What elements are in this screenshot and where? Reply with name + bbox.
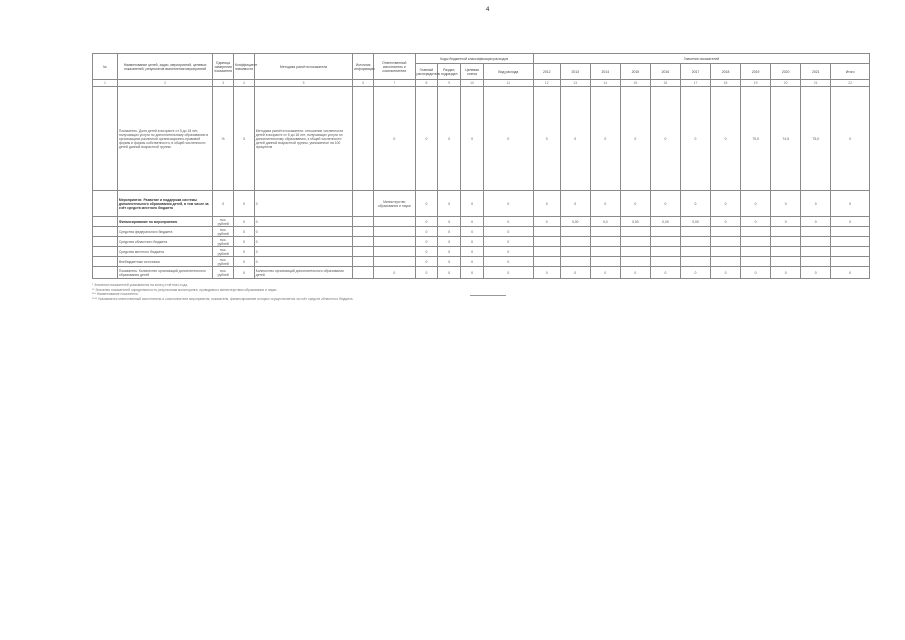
cell-value — [831, 247, 870, 257]
cell-method: 0 — [254, 191, 353, 217]
column-number: 8 — [415, 80, 438, 87]
header-responsible: Ответственный исполнитель и соисполнители — [374, 54, 415, 80]
cell-value — [771, 257, 801, 267]
cell-value — [711, 257, 741, 267]
cell-responsible: 0 — [374, 267, 415, 279]
footnote: * Значения показателей указываются на конец отчётного года. — [92, 283, 188, 287]
column-number: 14 — [590, 80, 620, 87]
cell-section: 0 — [438, 87, 461, 191]
column-number: 19 — [741, 80, 771, 87]
cell-value: 0 — [771, 217, 801, 227]
cell-section: 0 — [438, 257, 461, 267]
cell-value — [741, 227, 771, 237]
cell-source — [353, 87, 374, 191]
cell-responsible: Министерство образования и науки — [374, 191, 415, 217]
cell-unit: тыс. рублей — [213, 217, 234, 227]
header-year: 2013 — [560, 64, 590, 80]
cell-vr: 0 — [483, 217, 533, 227]
cell-csr: 0 — [461, 227, 484, 237]
cell-source — [353, 247, 374, 257]
cell-section: 0 — [438, 267, 461, 279]
column-number: 12 — [533, 80, 560, 87]
cell-value: 0 — [650, 267, 680, 279]
cell-section: 0 — [438, 227, 461, 237]
separator-line — [470, 295, 506, 296]
cell-value — [533, 237, 560, 247]
cell-no — [93, 227, 118, 237]
header-year: 2012 — [533, 64, 560, 80]
cell-name: Финансирование по мероприятию — [117, 217, 212, 227]
header-year: 2014 — [590, 64, 620, 80]
cell-value — [650, 257, 680, 267]
cell-section: 0 — [438, 191, 461, 217]
header-vr: Вид расхода — [483, 64, 533, 80]
cell-value — [801, 257, 831, 267]
table-row — [93, 217, 870, 227]
cell-section: 0 — [438, 237, 461, 247]
cell-value: 0 — [590, 191, 620, 217]
cell-value: 0 — [831, 191, 870, 217]
cell-value: 0 — [801, 217, 831, 227]
cell-value — [711, 247, 741, 257]
cell-method: 0 — [254, 227, 353, 237]
cell-grbs: 0 — [415, 227, 438, 237]
header-values: Значения показателей — [533, 54, 869, 64]
column-number: 6 — [353, 80, 374, 87]
cell-value: 0,00 — [680, 217, 710, 227]
cell-coef: 0 — [234, 257, 255, 267]
table-row — [93, 237, 870, 247]
column-number: 17 — [680, 80, 710, 87]
cell-no — [93, 237, 118, 247]
header-no: № — [93, 54, 118, 80]
cell-value — [650, 247, 680, 257]
table-row — [93, 227, 870, 237]
cell-unit: тыс. рублей — [213, 267, 234, 279]
cell-value — [741, 247, 771, 257]
column-number: 22 — [831, 80, 870, 87]
cell-csr: 0 — [461, 257, 484, 267]
cell-grbs: 0 — [415, 247, 438, 257]
column-number: 21 — [801, 80, 831, 87]
cell-csr: 0 — [461, 247, 484, 257]
header-year: 2018 — [711, 64, 741, 80]
header-unit: Единица измерения показателя — [213, 54, 234, 80]
cell-unit: тыс. рублей — [213, 227, 234, 237]
cell-csr: 0 — [461, 217, 484, 227]
column-number: 2 — [117, 80, 212, 87]
footnote: *** Наименование показателя. — [92, 292, 139, 297]
cell-value: 0 — [680, 267, 710, 279]
cell-name: Показатель. Количество организаций дополнительного образования детей — [117, 267, 212, 279]
cell-responsible — [374, 227, 415, 237]
header-year: 2020 — [771, 64, 801, 80]
cell-unit: тыс. рублей — [213, 237, 234, 247]
cell-value: 0 — [590, 267, 620, 279]
cell-value — [680, 257, 710, 267]
header-grbs: Главный распорядитель — [415, 64, 438, 80]
cell-value: 0 — [680, 191, 710, 217]
cell-coef: 0 — [234, 237, 255, 247]
table-row — [93, 257, 870, 267]
cell-name: Внебюджетные источники — [117, 257, 212, 267]
cell-name: Средства областного бюджета — [117, 237, 212, 247]
cell-no — [93, 257, 118, 267]
cell-value — [801, 247, 831, 257]
cell-grbs: 0 — [415, 237, 438, 247]
column-number: 1 — [93, 80, 118, 87]
cell-value: 0 — [711, 267, 741, 279]
cell-value — [801, 227, 831, 237]
cell-source — [353, 267, 374, 279]
cell-value — [590, 227, 620, 237]
cell-source — [353, 257, 374, 267]
cell-coef: 0 — [234, 247, 255, 257]
cell-coef: 0 — [234, 217, 255, 227]
cell-grbs: 0 — [415, 191, 438, 217]
header-year: 2015 — [620, 64, 650, 80]
cell-source — [353, 237, 374, 247]
table-row — [93, 267, 870, 279]
cell-csr: 0 — [461, 237, 484, 247]
cell-vr: 0 — [483, 191, 533, 217]
cell-no — [93, 191, 118, 217]
column-number: 5 — [254, 80, 353, 87]
cell-grbs: 0 — [415, 267, 438, 279]
header-year: 2016 — [650, 64, 680, 80]
footnote: ** Значения показателей определяются по результатам мониторинга, проводимого министерством образования и науки. — [92, 287, 278, 292]
cell-value: 0 — [741, 267, 771, 279]
cell-grbs: 0 — [415, 87, 438, 191]
cell-unit: % — [213, 87, 234, 191]
header-total: Итого — [831, 64, 870, 80]
cell-value: 0 — [680, 87, 710, 191]
cell-value — [741, 237, 771, 247]
cell-value: 0 — [650, 191, 680, 217]
cell-value: 0 — [831, 267, 870, 279]
cell-value — [771, 227, 801, 237]
header-year: 2017 — [680, 64, 710, 80]
column-number: 3 — [213, 80, 234, 87]
page-number: 4 — [486, 7, 490, 13]
cell-responsible — [374, 237, 415, 247]
cell-name: Средства местного бюджета — [117, 247, 212, 257]
cell-method: 0 — [254, 217, 353, 227]
cell-method: 0 — [254, 257, 353, 267]
cell-value — [741, 257, 771, 267]
cell-value — [831, 227, 870, 237]
cell-value — [801, 237, 831, 247]
cell-value: 0 — [711, 217, 741, 227]
cell-value: 0 — [560, 267, 590, 279]
cell-unit: тыс. рублей — [213, 257, 234, 267]
cell-value — [560, 227, 590, 237]
cell-unit: тыс. рублей — [213, 247, 234, 257]
cell-section: 0 — [438, 247, 461, 257]
cell-value: 0 — [533, 87, 560, 191]
cell-name: Мероприятие. Развитие и поддержка системы дополнительного образования детей, в том числе за счёт средств местного бюджета — [117, 191, 212, 217]
cell-vr: 0 — [483, 87, 533, 191]
cell-value — [771, 247, 801, 257]
cell-value — [590, 237, 620, 247]
cell-csr: 0 — [461, 267, 484, 279]
cell-value: 0 — [620, 267, 650, 279]
cell-value — [711, 227, 741, 237]
cell-csr: 0 — [461, 87, 484, 191]
cell-grbs: 0 — [415, 217, 438, 227]
header-year: 2019 — [741, 64, 771, 80]
cell-value — [680, 237, 710, 247]
cell-vr: 0 — [483, 237, 533, 247]
table-row — [93, 191, 870, 217]
cell-method: 0 — [254, 247, 353, 257]
cell-csr: 0 — [461, 191, 484, 217]
header-name: Наименование целей, задач, мероприятий, целевых показателей, результатов выполнения мероприятий — [117, 54, 212, 80]
footnotes — [92, 283, 862, 301]
cell-value: 0 — [590, 87, 620, 191]
cell-value: 0 — [560, 87, 590, 191]
cell-value — [831, 257, 870, 267]
header-coef: Коэффициент значимости — [234, 54, 255, 80]
cell-no — [93, 267, 118, 279]
cell-value: 70,0 — [741, 87, 771, 191]
cell-value: 0 — [533, 267, 560, 279]
cell-value: 0 — [711, 87, 741, 191]
cell-section: 0 — [438, 217, 461, 227]
cell-vr: 0 — [483, 257, 533, 267]
cell-value: 0 — [741, 217, 771, 227]
cell-grbs: 0 — [415, 257, 438, 267]
cell-responsible — [374, 257, 415, 267]
table-row — [93, 87, 870, 191]
cell-value: 0 — [533, 217, 560, 227]
cell-value: 0 — [831, 217, 870, 227]
cell-responsible: 0 — [374, 87, 415, 191]
cell-value: 0,00 — [560, 217, 590, 227]
cell-value — [650, 227, 680, 237]
cell-value: 0 — [771, 191, 801, 217]
cell-value: 0 — [560, 191, 590, 217]
column-number: 9 — [438, 80, 461, 87]
cell-value — [680, 247, 710, 257]
cell-unit: 0 — [213, 191, 234, 217]
cell-value: 0 — [533, 191, 560, 217]
column-number: 16 — [650, 80, 680, 87]
cell-method: 0 — [254, 237, 353, 247]
header-method: Методика расчёта показателя — [254, 54, 353, 80]
cell-value — [533, 227, 560, 237]
cell-value — [620, 227, 650, 237]
cell-responsible — [374, 247, 415, 257]
cell-value: 0 — [620, 191, 650, 217]
cell-value — [620, 247, 650, 257]
cell-no — [93, 87, 118, 191]
cell-value: 0 — [801, 267, 831, 279]
cell-name: Средства федерального бюджета — [117, 227, 212, 237]
column-number: 18 — [711, 80, 741, 87]
column-number: 11 — [483, 80, 533, 87]
column-number: 20 — [771, 80, 801, 87]
program-indicators-table — [92, 53, 870, 279]
cell-name: Показатель. Доля детей в возрасте от 5 до 18 лет, получающих услуги по дополнительному образованию в организациях различной организационно-правовой формы и формы собственности, в общей численности детей данной возрастной группы — [117, 87, 212, 191]
cell-vr: 0 — [483, 227, 533, 237]
cell-vr: 0 — [483, 267, 533, 279]
column-number: 4 — [234, 80, 255, 87]
cell-coef: 0 — [234, 267, 255, 279]
cell-vr: 0 — [483, 247, 533, 257]
header-section: Раздел, подраздел — [438, 64, 461, 80]
cell-value: 0 — [711, 191, 741, 217]
cell-value: 0,0 — [590, 217, 620, 227]
cell-value: 0 — [801, 191, 831, 217]
cell-value: 0 — [831, 87, 870, 191]
cell-value: 0,00 — [650, 217, 680, 227]
column-number: 10 — [461, 80, 484, 87]
cell-responsible — [374, 217, 415, 227]
cell-value — [711, 237, 741, 247]
cell-method: Количество организаций дополнительного образования детей — [254, 267, 353, 279]
column-number: 15 — [620, 80, 650, 87]
column-numbers-row — [93, 80, 870, 87]
cell-no — [93, 217, 118, 227]
column-number: 13 — [560, 80, 590, 87]
cell-value — [533, 257, 560, 267]
cell-coef: 0 — [234, 227, 255, 237]
cell-value: 74,5 — [771, 87, 801, 191]
cell-value: 0,00 — [620, 217, 650, 227]
cell-value — [650, 237, 680, 247]
cell-value — [590, 247, 620, 257]
cell-value — [771, 237, 801, 247]
cell-value — [590, 257, 620, 267]
table-row — [93, 247, 870, 257]
cell-no — [93, 247, 118, 257]
cell-value: 0 — [650, 87, 680, 191]
cell-source — [353, 227, 374, 237]
header-source: Источник информации — [353, 54, 374, 80]
cell-value — [620, 237, 650, 247]
cell-value: 0 — [771, 267, 801, 279]
cell-coef: 0 — [234, 191, 255, 217]
column-number: 7 — [374, 80, 415, 87]
cell-source — [353, 217, 374, 227]
header-csr: Целевая статья — [461, 64, 484, 80]
header-budget-codes: Коды бюджетной классификации расходов — [415, 54, 533, 64]
cell-coef: 3 — [234, 87, 255, 191]
footnote: **** Указывается ответственный исполнитель и соисполнители мероприятия, показателя, финансирование которых осуществляется за счёт средств областного бюджета. — [92, 296, 354, 301]
cell-value: 0 — [741, 191, 771, 217]
cell-value — [560, 237, 590, 247]
cell-method: Методика расчёта показателя: отношение численности детей в возрасте от 5 до 18 лет, получающих услуги по дополнительному образованию, к общей численности детей данной возрастной группы, умноженное на 100 процентов — [254, 87, 353, 191]
cell-value — [560, 257, 590, 267]
cell-value: 75,0 — [801, 87, 831, 191]
header-year: 2021 — [801, 64, 831, 80]
cell-value — [831, 237, 870, 247]
cell-value — [533, 247, 560, 257]
cell-value: 0 — [620, 87, 650, 191]
cell-value — [620, 257, 650, 267]
cell-value — [560, 247, 590, 257]
cell-source — [353, 191, 374, 217]
cell-value — [680, 227, 710, 237]
